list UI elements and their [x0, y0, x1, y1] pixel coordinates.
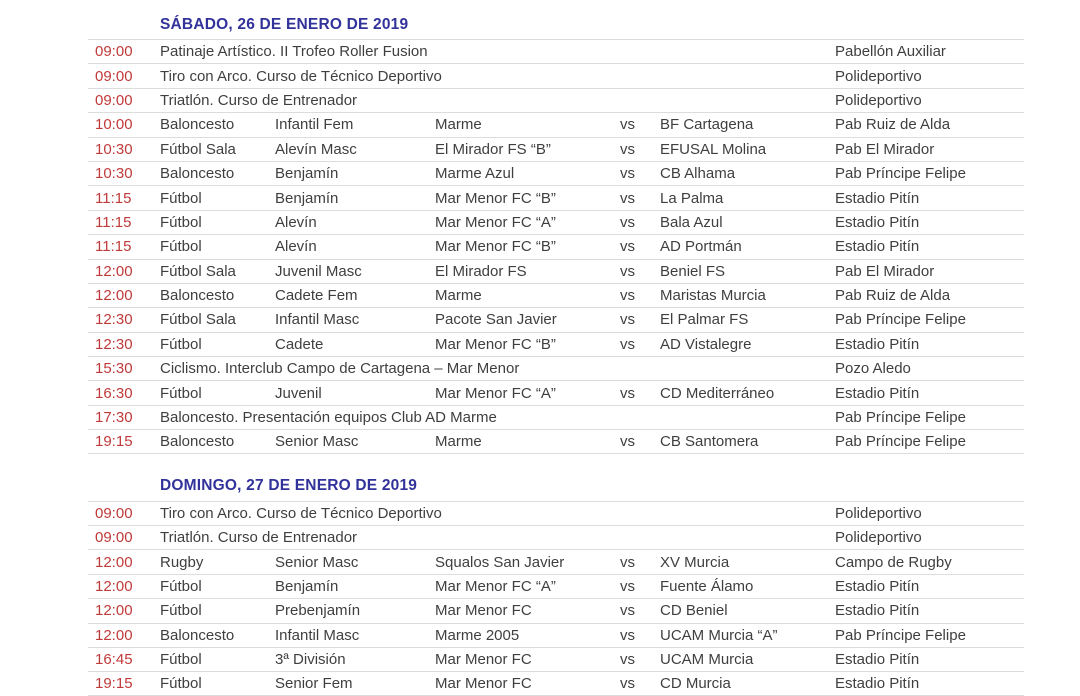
versus-label: vs: [620, 116, 635, 134]
home-team-cell: Pacote San Javier: [435, 311, 557, 329]
schedule-row: [88, 549, 1024, 573]
schedule-row: [88, 210, 1024, 234]
versus-label: vs: [620, 189, 635, 207]
time-cell: 16:45: [95, 651, 133, 669]
home-team-cell: Mar Menor FC: [435, 602, 532, 620]
away-team-cell: CD Murcia: [660, 675, 731, 693]
home-team-cell: El Mirador FS “B”: [435, 140, 551, 158]
schedule-row: [88, 429, 1024, 453]
category-cell: Prebenjamín: [275, 602, 361, 620]
home-team-cell: Mar Menor FC “B”: [435, 335, 556, 353]
home-team-cell: Mar Menor FC “A”: [435, 578, 556, 595]
time-cell: 09:00: [95, 67, 133, 85]
time-cell: 12:00: [95, 578, 133, 595]
venue-cell: Polideportivo: [835, 67, 922, 85]
schedule-row: [88, 307, 1024, 331]
away-team-cell: Beniel FS: [660, 262, 726, 280]
schedule-row: [88, 112, 1024, 136]
sport-cell: Fútbol: [160, 335, 202, 353]
schedule-row: [88, 501, 1024, 525]
time-cell: 09:00: [95, 529, 133, 547]
sport-cell: Fútbol: [160, 651, 202, 669]
venue-cell: Estadio Pitín: [835, 238, 920, 256]
sport-cell: Fútbol: [160, 238, 202, 256]
away-team-cell: El Palmar FS: [660, 311, 749, 329]
time-cell: 10:00: [95, 116, 133, 134]
schedule-row: [88, 88, 1024, 112]
schedule-row: [88, 525, 1024, 549]
time-cell: 12:00: [95, 602, 133, 620]
sport-cell: Fútbol: [160, 189, 202, 207]
time-cell: 11:15: [95, 238, 132, 256]
home-team-cell: Mar Menor FC: [435, 651, 532, 669]
sport-cell: Baloncesto: [160, 287, 235, 305]
venue-cell: Estadio Pitín: [835, 675, 920, 693]
venue-cell: Pab Príncipe Felipe: [835, 626, 966, 644]
versus-label: vs: [620, 675, 635, 693]
category-cell: Benjamín: [275, 165, 339, 183]
away-team-cell: Bala Azul: [660, 213, 723, 231]
sport-cell: Fútbol Sala: [160, 262, 236, 280]
away-team-cell: Fuente Álamo: [660, 578, 754, 595]
versus-label: vs: [620, 165, 635, 183]
category-cell: Benjamín: [275, 189, 339, 207]
schedule-row: [88, 598, 1024, 622]
time-cell: 17:30: [95, 409, 133, 427]
schedule-row: [88, 405, 1024, 429]
time-cell: 09:00: [95, 91, 133, 109]
venue-cell: Polideportivo: [835, 91, 922, 109]
sport-cell: Fútbol: [160, 602, 202, 620]
schedule-row: [88, 671, 1024, 695]
versus-label: vs: [620, 578, 635, 595]
venue-cell: Pab Príncipe Felipe: [835, 165, 966, 183]
category-cell: 3ª División: [275, 651, 346, 669]
time-cell: 12:00: [95, 287, 133, 305]
venue-cell: Pab Príncipe Felipe: [835, 409, 966, 427]
venue-cell: Pab Ruiz de Alda: [835, 287, 951, 305]
venue-cell: Estadio Pitín: [835, 651, 920, 669]
time-cell: 10:30: [95, 165, 133, 183]
sport-cell: Fútbol Sala: [160, 140, 236, 158]
event-description-cell: Triatlón. Curso de Entrenador: [160, 91, 358, 109]
category-cell: Alevín: [275, 238, 317, 256]
venue-cell: Polideportivo: [835, 529, 922, 547]
home-team-cell: Mar Menor FC “B”: [435, 238, 556, 256]
event-description-cell: Tiro con Arco. Curso de Técnico Deportivo: [160, 504, 442, 522]
time-cell: 15:30: [95, 360, 133, 378]
away-team-cell: CD Beniel: [660, 602, 728, 620]
venue-cell: Estadio Pitín: [835, 335, 920, 353]
event-description-cell: Patinaje Artístico. II Trofeo Roller Fusion: [160, 43, 428, 61]
away-team-cell: BF Cartagena: [660, 116, 754, 134]
event-description-cell: Ciclismo. Interclub Campo de Cartagena – Mar Menor: [160, 360, 520, 378]
sport-cell: Baloncesto: [160, 626, 235, 644]
versus-label: vs: [620, 140, 635, 158]
home-team-cell: Squalos San Javier: [435, 553, 565, 571]
schedule-row: [88, 259, 1024, 283]
category-cell: Infantil Masc: [275, 626, 360, 644]
time-cell: 12:00: [95, 626, 133, 644]
time-cell: 16:30: [95, 384, 133, 402]
venue-cell: Estadio Pitín: [835, 189, 920, 207]
away-team-cell: UCAM Murcia “A”: [660, 626, 778, 644]
event-description-cell: Triatlón. Curso de Entrenador: [160, 529, 358, 547]
section-gap: [88, 454, 1024, 472]
versus-label: vs: [620, 553, 635, 571]
category-cell: Infantil Fem: [275, 116, 354, 134]
away-team-cell: CB Santomera: [660, 432, 759, 450]
category-cell: Senior Fem: [275, 675, 353, 693]
versus-label: vs: [620, 602, 635, 620]
schedule-row: [88, 234, 1024, 258]
category-cell: Cadete Fem: [275, 287, 358, 305]
schedule-row: [88, 356, 1024, 380]
home-team-cell: Mar Menor FC “A”: [435, 213, 556, 231]
time-cell: 19:15: [95, 432, 133, 450]
schedule-row: [88, 623, 1024, 647]
schedule-row: [88, 63, 1024, 87]
away-team-cell: XV Murcia: [660, 553, 730, 571]
venue-cell: Campo de Rugby: [835, 553, 952, 571]
section-title: SÁBADO, 26 DE ENERO DE 2019: [160, 15, 409, 33]
time-cell: 12:30: [95, 311, 133, 329]
schedule-row: [88, 574, 1024, 598]
schedule-row: [88, 380, 1024, 404]
event-description-cell: Baloncesto. Presentación equipos Club AD Marme: [160, 409, 497, 427]
category-cell: Senior Masc: [275, 432, 359, 450]
away-team-cell: AD Portmán: [660, 238, 742, 256]
versus-label: vs: [620, 238, 635, 256]
category-cell: Infantil Masc: [275, 311, 360, 329]
event-schedule-table: [88, 10, 1024, 696]
venue-cell: Pozo Aledo: [835, 360, 911, 378]
time-cell: 12:30: [95, 335, 133, 353]
schedule-row: [88, 283, 1024, 307]
venue-cell: Pab Príncipe Felipe: [835, 432, 966, 450]
home-team-cell: Marme Azul: [435, 165, 515, 183]
venue-cell: Pabellón Auxiliar: [835, 43, 946, 61]
venue-cell: Pab El Mirador: [835, 262, 935, 280]
away-team-cell: AD Vistalegre: [660, 335, 752, 353]
away-team-cell: CD Mediterráneo: [660, 384, 775, 402]
schedule-row: [88, 185, 1024, 209]
section-title: DOMINGO, 27 DE ENERO DE 2019: [160, 477, 418, 495]
versus-label: vs: [620, 626, 635, 644]
sport-cell: Fútbol: [160, 213, 202, 231]
sport-cell: Rugby: [160, 553, 204, 571]
time-cell: 09:00: [95, 504, 133, 522]
versus-label: vs: [620, 311, 635, 329]
time-cell: 12:00: [95, 262, 133, 280]
home-team-cell: El Mirador FS: [435, 262, 527, 280]
home-team-cell: Marme 2005: [435, 626, 520, 644]
away-team-cell: CB Alhama: [660, 165, 736, 183]
time-cell: 11:15: [95, 189, 132, 207]
versus-label: vs: [620, 432, 635, 450]
time-cell: 19:15: [95, 675, 133, 693]
schedule-row: [88, 39, 1024, 63]
venue-cell: Estadio Pitín: [835, 213, 920, 231]
schedule-row: [88, 332, 1024, 356]
venue-cell: Pab Ruiz de Alda: [835, 116, 951, 134]
home-team-cell: Marme: [435, 432, 482, 450]
sport-cell: Baloncesto: [160, 116, 235, 134]
sport-cell: Fútbol: [160, 578, 202, 595]
category-cell: Benjamín: [275, 578, 339, 595]
schedule-row: [88, 137, 1024, 161]
category-cell: Senior Masc: [275, 553, 359, 571]
home-team-cell: Marme: [435, 116, 482, 134]
schedule-row: [88, 161, 1024, 185]
versus-label: vs: [620, 287, 635, 305]
away-team-cell: La Palma: [660, 189, 724, 207]
away-team-cell: EFUSAL Molina: [660, 140, 767, 158]
home-team-cell: Mar Menor FC “B”: [435, 189, 556, 207]
event-description-cell: Tiro con Arco. Curso de Técnico Deportivo: [160, 67, 442, 85]
versus-label: vs: [620, 651, 635, 669]
venue-cell: Pab Príncipe Felipe: [835, 311, 966, 329]
versus-label: vs: [620, 384, 635, 402]
time-cell: 11:15: [95, 213, 132, 231]
venue-cell: Pab El Mirador: [835, 140, 935, 158]
sport-cell: Baloncesto: [160, 165, 235, 183]
venue-cell: Estadio Pitín: [835, 602, 920, 620]
sport-cell: Fútbol Sala: [160, 311, 236, 329]
category-cell: Alevín Masc: [275, 140, 357, 158]
category-cell: Juvenil: [275, 384, 322, 402]
category-cell: Alevín: [275, 213, 317, 231]
time-cell: 09:00: [95, 43, 133, 61]
schedule-row: [88, 647, 1024, 671]
sport-cell: Baloncesto: [160, 432, 235, 450]
home-team-cell: Marme: [435, 287, 482, 305]
sport-cell: Fútbol: [160, 384, 202, 402]
home-team-cell: Mar Menor FC: [435, 675, 532, 693]
venue-cell: Polideportivo: [835, 504, 922, 522]
category-cell: Cadete: [275, 335, 324, 353]
home-team-cell: Mar Menor FC “A”: [435, 384, 556, 402]
time-cell: 12:00: [95, 553, 133, 571]
time-cell: 10:30: [95, 140, 133, 158]
away-team-cell: Maristas Murcia: [660, 287, 766, 305]
away-team-cell: UCAM Murcia: [660, 651, 754, 669]
venue-cell: Estadio Pitín: [835, 384, 920, 402]
versus-label: vs: [620, 213, 635, 231]
versus-label: vs: [620, 335, 635, 353]
sport-cell: Fútbol: [160, 675, 202, 693]
versus-label: vs: [620, 262, 635, 280]
category-cell: Juvenil Masc: [275, 262, 362, 280]
venue-cell: Estadio Pitín: [835, 578, 920, 595]
